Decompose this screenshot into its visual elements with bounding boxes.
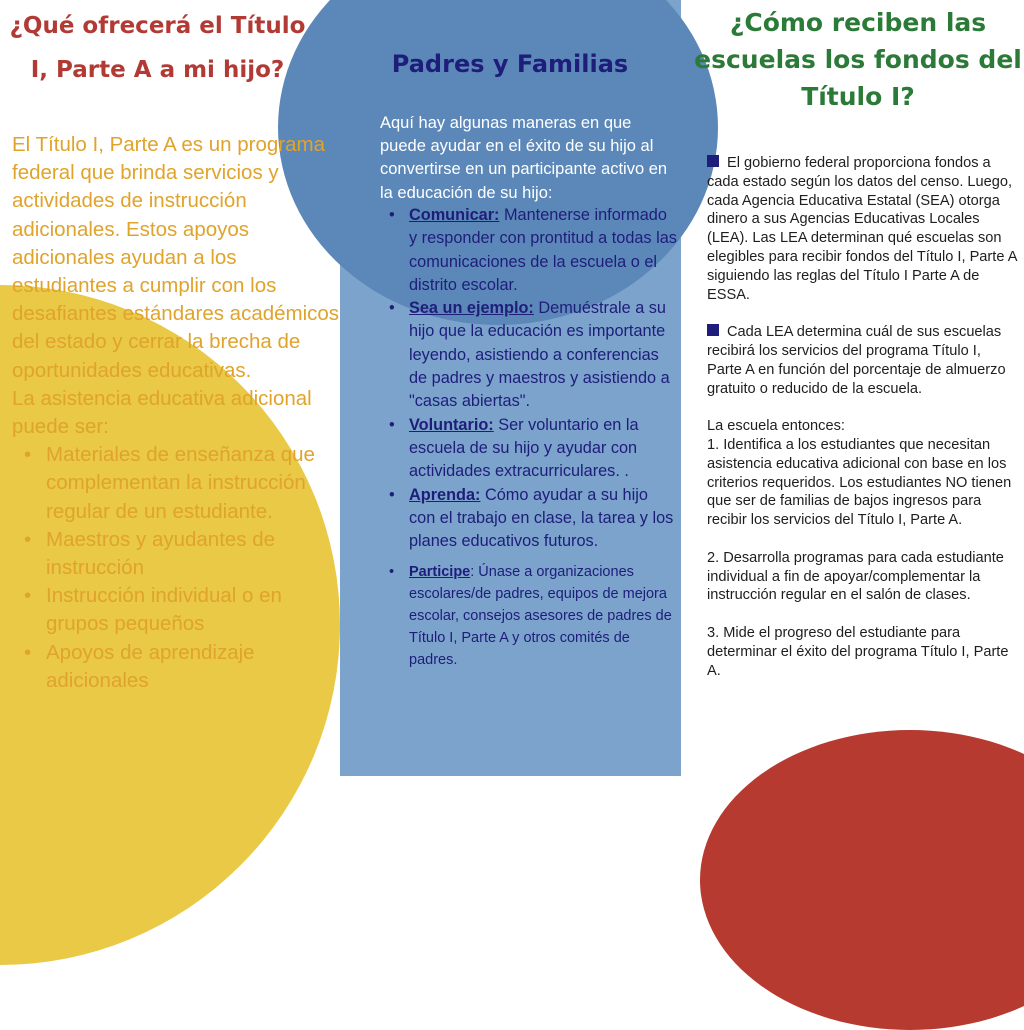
bullet-icon: • [389,299,395,318]
bullet-icon: • [24,584,32,608]
assistance-lead: La asistencia educativa adicional puede ser: [12,386,312,439]
funding-paragraph-2: Cada LEA determina cuál de sus escuelas recibirá los servicios del programa Título I, Parte A en función del porcentaje de almuerzo gratuito o reducido de la escuela. [707,324,1006,397]
step-3: 3. Mide el progreso del estudiante para determinar el éxito del programa Título I, Parte A. [707,624,1009,679]
list-item: • Maestros y ayudantes de instrucción [24,527,276,580]
school-steps [707,417,1019,530]
item-term: Voluntario: [409,415,494,434]
item-text: Ser voluntario en la escuela de su hijo y ayudar con actividades extracurriculares. . [409,415,639,481]
item-term: Aprenda: [409,485,481,504]
list-item: • Materiales de enseñanza que complementan la instrucción regular de un estudiante. [24,443,315,523]
item-term: Participe [409,564,471,581]
list-item [387,484,677,554]
item-text: : Únase a organizaciones escolares/de padres, equipos de mejora escolar, consejos asesores de padres de Título I, Parte A y otros comités de padres. [409,564,672,669]
list-item [387,561,677,671]
funding-paragraph-1: El gobierno federal proporciona fondos a cada estado según los datos del censo. Luego, cada Agencia Educativa Estatal (SEA) otorga dinero a sus Agencias Educativas Locales (LEA). Las LEA determinan qué escuelas son elegibles para recibir fondos del Título I, Parte A siguiendo las reglas del Título I Parte A de ESSA. [707,155,1017,303]
assistance-list [12,441,342,695]
middle-column-title: Padres y Familias [391,50,629,78]
program-description: El Título I, Parte A es un programa federal que brinda servicios y actividades de instrucción adicionales. Estos apoyos adicionales ayudan a los estudiantes a cumplir con los desafiantes estándares académicos del estado y cerrar la brecha de oportunidades educativas. [12,133,340,382]
bullet-icon: • [24,527,32,551]
right-column-title: ¿Cómo reciben las escuelas los fondos del Título I? [694,8,1022,111]
item-term: Comunicar: [409,206,500,224]
square-bullet-icon [707,155,719,167]
list-item [387,297,677,413]
bullet-icon: • [24,443,32,467]
bullet-icon: • [389,415,395,434]
left-column-title: ¿Qué ofrecerá el Título I, Parte A a mi hijo? [9,13,306,83]
item-term: Sea un ejemplo: [409,299,534,318]
item-text: Mantenerse informado y responder con prontitud a todas las comunicaciones de la escuela o el distrito escolar. [409,206,677,294]
step-2: 2. Desarrolla programas para cada estudiante individual a fin de apoyar/complementar la instrucción regular en el salón de clases. [707,549,1004,604]
red-circle-decoration [700,730,1024,1030]
left-column-body [12,131,342,695]
step-1: 1. Identifica a los estudiantes que necesitan asistencia educativa adicional con base en los criterios requeridos. Los estudiantes NO tienen que ser de familias de bajos ingresos para recibir los servicios del Título I, Parte A. [707,436,1012,529]
item-text: Cómo ayudar a su hijo con el trabajo en clase, la tarea y los planes educativos futuros. [409,485,674,551]
right-column-body [707,154,1019,699]
list-item: • Apoyos de aprendizaje adicionales [24,640,255,692]
item-text: Demuéstrale a su hijo que la educación es importante leyendo, asistiendo a conferencias de padres y maestros y asistiendo a "casas abiertas". [409,299,670,411]
parent-involvement-list [387,204,677,671]
list-item [387,204,677,297]
parents-intro: Aquí hay algunas maneras en que puede ayudar en el éxito de su hijo al convertirse en un participante activo en la educación de su hijo: [380,114,668,202]
list-item [387,414,677,484]
square-bullet-icon [707,324,719,336]
bullet-icon: • [389,485,395,504]
list-item: • Instrucción individual o en grupos pequeños [24,584,282,636]
bullet-icon: • [389,206,395,224]
bullet-icon: • [24,640,32,664]
school-steps-lead: La escuela entonces: [707,418,845,435]
bullet-icon: • [389,564,395,581]
